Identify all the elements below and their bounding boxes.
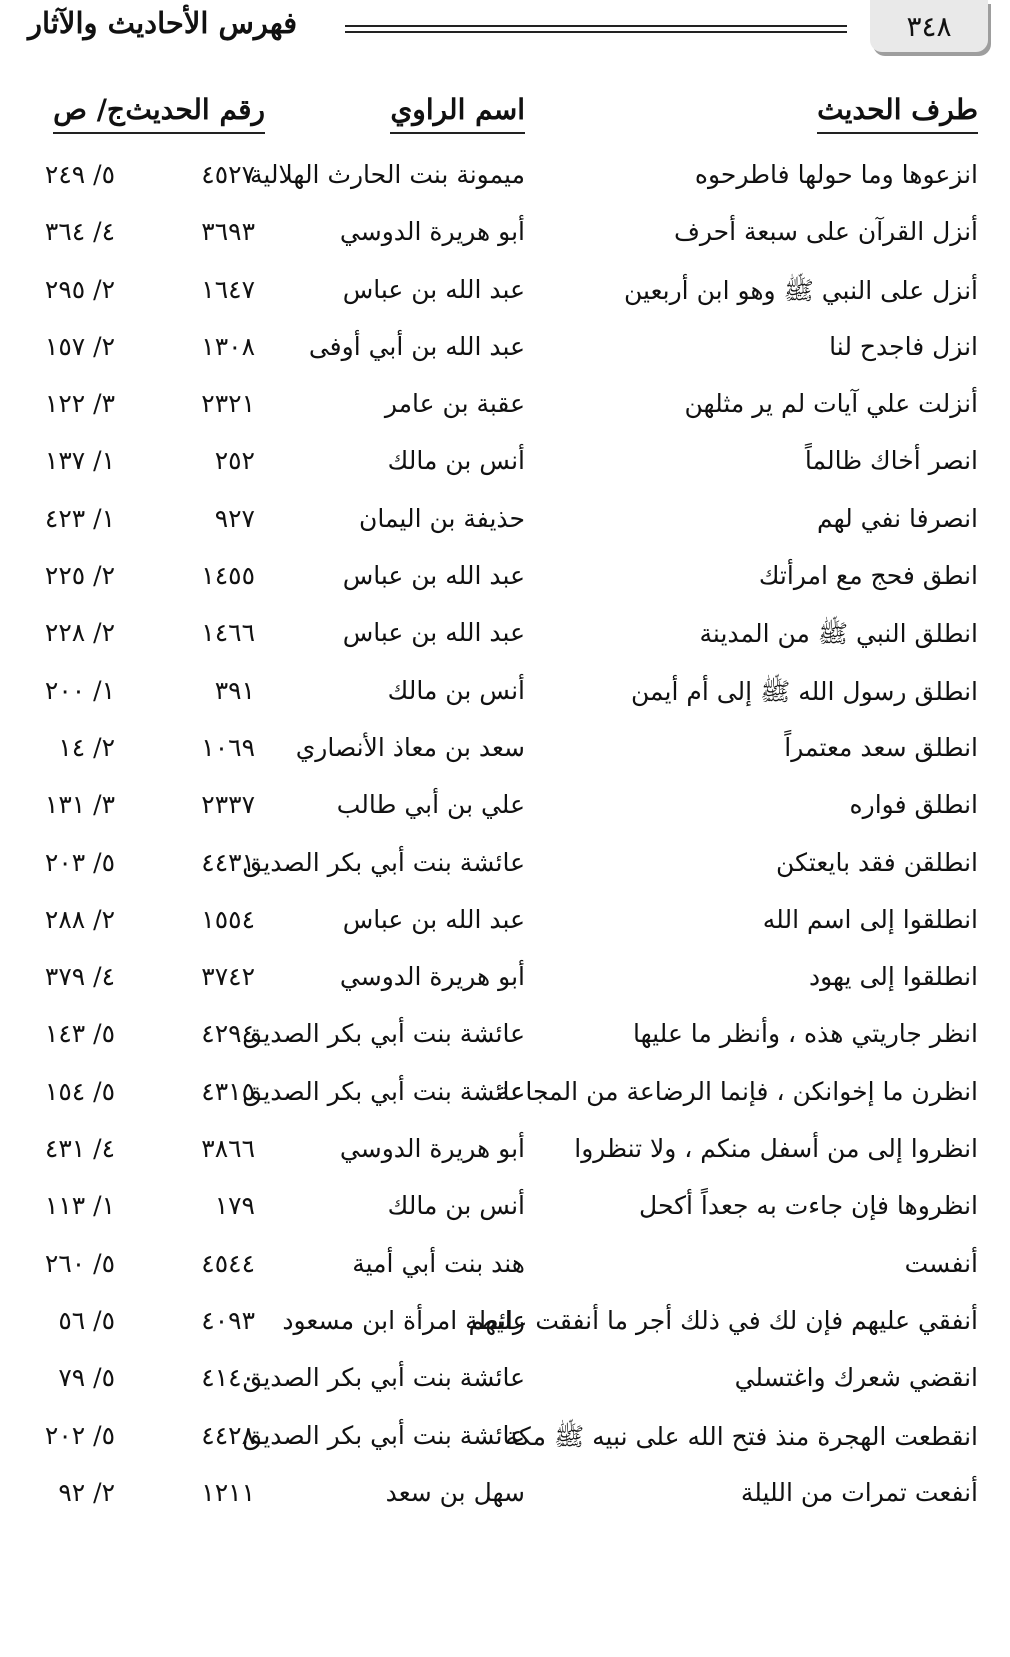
table-row — [0, 1071, 1010, 1128]
hadith-number: ٢٥٢ — [214, 446, 255, 476]
volume-page: ٢/ ٢٢٨ — [44, 618, 115, 648]
volume-page: ٢/ ٢٨٨ — [44, 904, 115, 934]
narrator: عائشة بنت أبي بكر الصديق — [242, 1076, 525, 1106]
hadith-number: ١٤٥٥ — [201, 561, 255, 591]
hadith-start: أنفقي عليهم فإن لك في ذلك أجر ما أنفقت عليهم — [468, 1305, 978, 1335]
column-header-volume-page: ج/ ص — [53, 93, 125, 134]
volume-page: ٤/ ٣٦٤ — [44, 217, 115, 247]
narrator: أنس بن مالك — [387, 1191, 525, 1221]
volume-page: ٢/ ١٤ — [58, 732, 115, 762]
hadith-number: ٤٢٩٤ — [201, 1019, 255, 1049]
narrator: أبو هريرة الدوسي — [339, 1134, 525, 1164]
hadith-start: انزل فاجدح لنا — [829, 331, 978, 361]
table-row — [0, 383, 1010, 440]
table-row — [0, 612, 1010, 669]
narrator: هند بنت أبي أمية — [352, 1248, 525, 1278]
header-rule — [345, 25, 847, 27]
narrator: عائشة بنت أبي بكر الصديق — [242, 847, 525, 877]
hadith-start: انظروها فإن جاءت به جعداً أكحل — [639, 1191, 978, 1221]
table-row — [0, 899, 1010, 956]
table-row — [0, 1415, 1010, 1472]
hadith-start: انطق فحج مع امرأتك — [758, 561, 978, 591]
table-row — [0, 956, 1010, 1013]
hadith-start: أنفست — [904, 1248, 978, 1278]
hadith-start: أنفعت تمرات من الليلة — [740, 1477, 978, 1507]
hadith-number: ١٣٠٨ — [201, 331, 255, 361]
hadith-start: انطلق رسول الله ﷺ إلى أم أيمن — [631, 676, 978, 706]
narrator: عائشة بنت أبي بكر الصديق — [242, 1420, 525, 1450]
hadith-number: ٣٦٩٣ — [201, 217, 255, 247]
narrator: أبو هريرة الدوسي — [339, 962, 525, 992]
hadith-number: ٢٣٣٧ — [201, 790, 255, 820]
hadith-number: ٤٣١٥ — [201, 1076, 255, 1106]
hadith-number: ٢٣٢١ — [201, 389, 255, 419]
volume-page: ٥/ ٢٠٢ — [44, 1420, 115, 1450]
hadith-number: ٤٥٢٧ — [201, 160, 255, 189]
narrator: عقبة بن عامر — [384, 389, 525, 419]
table-row — [0, 842, 1010, 899]
table-row — [0, 1243, 1010, 1300]
narrator: أنس بن مالك — [387, 446, 525, 476]
page-number: ٣٤٨ — [870, 0, 988, 52]
hadith-number: ٤٠٩٣ — [201, 1305, 255, 1335]
column-header-hadith-start: طرف الحديث — [817, 93, 978, 134]
page-title: فهرس الأحاديث والآثار — [28, 6, 298, 40]
volume-page: ١/ ١٣٧ — [44, 446, 115, 476]
narrator: عبد الله بن عباس — [342, 618, 525, 648]
hadith-number: ١٦٤٧ — [201, 274, 255, 304]
volume-page: ٥/ ١٥٤ — [44, 1076, 115, 1106]
table-row — [0, 1300, 1010, 1357]
table-row — [0, 1128, 1010, 1185]
narrator: ميمونة بنت الحارث الهلالية — [249, 160, 525, 189]
volume-page: ٢/ ٢٢٥ — [44, 561, 115, 591]
index-table — [0, 154, 1010, 1529]
table-row — [0, 269, 1010, 326]
hadith-start: انزعوها وما حولها فاطرحوه — [694, 160, 978, 189]
table-row — [0, 1185, 1010, 1242]
narrator: عبد الله بن عباس — [342, 904, 525, 934]
volume-page: ١/ ٤٢٣ — [44, 503, 115, 533]
hadith-number: ٣٧٤٢ — [201, 962, 255, 992]
hadith-start: انظرن ما إخوانكن ، فإنما الرضاعة من المجاعة — [497, 1076, 978, 1106]
hadith-number: ٤٥٤٤ — [201, 1248, 255, 1278]
hadith-number: ٣٩١ — [214, 675, 255, 705]
table-row — [0, 154, 1010, 211]
volume-page: ٣/ ١٢٢ — [44, 389, 115, 419]
narrator: علي بن أبي طالب — [336, 790, 525, 820]
volume-page: ٥/ ٢٦٠ — [44, 1248, 115, 1278]
table-row — [0, 498, 1010, 555]
narrator: عبد الله بن أبي أوفى — [308, 331, 525, 361]
narrator: عبد الله بن عباس — [342, 561, 525, 591]
volume-page: ٥/ ٢٠٣ — [44, 847, 115, 877]
hadith-start: انطلق النبي ﷺ من المدينة — [699, 619, 978, 649]
hadith-number: ١٥٥٤ — [201, 904, 255, 934]
hadith-start: انطلق فواره — [849, 790, 978, 820]
hadith-start: انطلقن فقد بايعتكن — [776, 847, 978, 877]
narrator: رائطة امرأة ابن مسعود — [282, 1305, 525, 1335]
table-row — [0, 784, 1010, 841]
hadith-start: انظروا إلى من أسفل منكم ، ولا تنظروا — [574, 1134, 978, 1164]
narrator: عائشة بنت أبي بكر الصديق — [242, 1019, 525, 1049]
hadith-start: انطلقوا إلى يهود — [808, 962, 978, 992]
narrator: أنس بن مالك — [387, 675, 525, 705]
hadith-start: أنزل القرآن على سبعة أحرف — [673, 217, 978, 247]
volume-page: ١/ ١١٣ — [44, 1191, 115, 1221]
hadith-number: ١٠٦٩ — [201, 732, 255, 762]
header-rule — [345, 31, 847, 33]
hadith-start: انصر أخاك ظالماً — [804, 446, 978, 476]
table-row — [0, 670, 1010, 727]
column-header-narrator: اسم الراوي — [390, 93, 525, 134]
volume-page: ٢/ ٩٢ — [58, 1477, 115, 1507]
narrator: عائشة بنت أبي بكر الصديق — [242, 1363, 525, 1393]
volume-page: ١/ ٢٠٠ — [44, 675, 115, 705]
hadith-start: أنزل على النبي ﷺ وهو ابن أربعين — [624, 275, 978, 305]
hadith-start: أنزلت علي آيات لم ير مثلهن — [684, 389, 978, 419]
hadith-number: ٣٨٦٦ — [201, 1134, 255, 1164]
volume-page: ٥/ ٥٦ — [58, 1305, 115, 1335]
narrator: سهل بن سعد — [385, 1477, 525, 1507]
hadith-start: انطلق سعد معتمراً — [784, 732, 978, 762]
hadith-number: ١٢١١ — [201, 1477, 255, 1507]
volume-page: ٣/ ١٣١ — [44, 790, 115, 820]
table-row — [0, 555, 1010, 612]
hadith-start: انصرفا نفي لهم — [816, 503, 978, 533]
volume-page: ٥/ ١٤٣ — [44, 1019, 115, 1049]
column-header-hadith-number: رقم الحديث — [125, 93, 265, 134]
hadith-start: انظر جاريتي هذه ، وأنظر ما عليها — [632, 1019, 978, 1049]
hadith-number: ١٤٦٦ — [201, 618, 255, 648]
hadith-number: ١٧٩ — [214, 1191, 255, 1221]
hadith-start: انقطعت الهجرة منذ فتح الله على نبيه ﷺ مكة — [505, 1421, 978, 1451]
narrator: عبد الله بن عباس — [342, 274, 525, 304]
table-row — [0, 326, 1010, 383]
volume-page: ٢/ ٢٩٥ — [44, 274, 115, 304]
hadith-start: انطلقوا إلى اسم الله — [762, 904, 978, 934]
table-row — [0, 1013, 1010, 1070]
volume-page: ٤/ ٣٧٩ — [44, 962, 115, 992]
volume-page: ٤/ ٤٣١ — [44, 1134, 115, 1164]
hadith-start: انقضي شعرك واغتسلي — [734, 1363, 978, 1393]
table-row — [0, 727, 1010, 784]
hadith-number: ٤٤٣١ — [201, 847, 255, 877]
narrator: أبو هريرة الدوسي — [339, 217, 525, 247]
volume-page: ٥/ ٧٩ — [58, 1363, 115, 1393]
narrator: سعد بن معاذ الأنصاري — [295, 732, 525, 762]
hadith-number: ٩٢٧ — [214, 503, 255, 533]
volume-page: ٢/ ١٥٧ — [44, 331, 115, 361]
hadith-number: ٤٤٢٨ — [201, 1420, 255, 1450]
hadith-number: ٤١٤٠ — [201, 1363, 255, 1393]
table-row — [0, 1357, 1010, 1414]
narrator: حذيفة بن اليمان — [358, 503, 525, 533]
table-row — [0, 1472, 1010, 1529]
volume-page: ٥/ ٢٤٩ — [44, 160, 115, 189]
table-row — [0, 440, 1010, 497]
table-row — [0, 211, 1010, 268]
